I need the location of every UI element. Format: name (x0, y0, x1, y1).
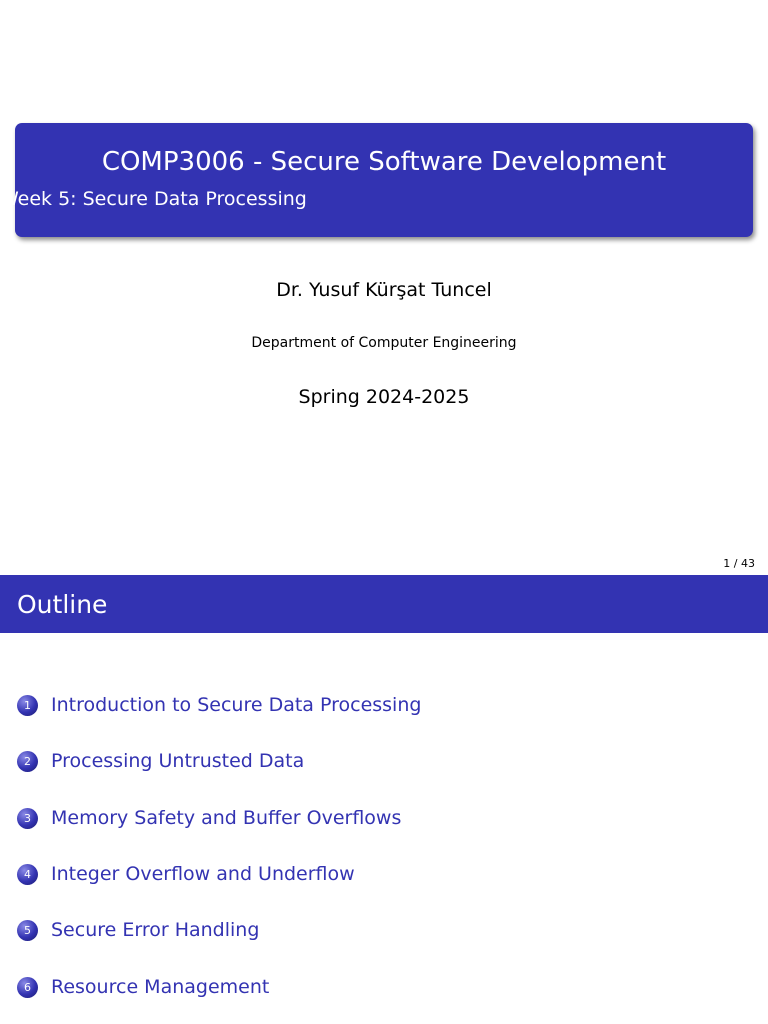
outline-item-label[interactable]: Processing Untrusted Data (51, 750, 305, 772)
outline-item-label[interactable]: Secure Error Handling (51, 919, 260, 941)
presentation-title: COMP3006 - Secure Software Development (101, 147, 667, 177)
outline-item-5[interactable] (17, 915, 259, 945)
numbered-ball-icon: 6 (17, 977, 38, 998)
author-department: Department of Computer Engineering (251, 335, 517, 351)
outline-list (0, 633, 768, 1024)
numbered-ball-icon: 5 (17, 920, 38, 941)
author-name: Dr. Yusuf Kürşat Tuncel (276, 279, 492, 301)
outline-item-4[interactable] (17, 859, 355, 889)
presentation-subtitle: Week 5: Secure Data Processing (0, 188, 307, 210)
numbered-ball-icon: 1 (17, 695, 38, 716)
outline-item-3[interactable] (17, 803, 401, 833)
outline-item-label[interactable]: Introduction to Secure Data Processing (51, 694, 422, 716)
outline-header (0, 575, 768, 633)
numbered-ball-icon: 2 (17, 751, 38, 772)
title-block (15, 123, 753, 237)
outline-title: Outline (17, 590, 108, 619)
outline-item-label[interactable]: Memory Safety and Buffer Overflows (51, 807, 402, 829)
numbered-ball-icon: 3 (17, 808, 38, 829)
outline-item-label[interactable]: Resource Management (51, 976, 270, 998)
outline-item-2[interactable] (17, 746, 304, 776)
numbered-ball-icon: 4 (17, 864, 38, 885)
outline-item-6[interactable] (17, 972, 269, 1002)
term-date: Spring 2024-2025 (298, 386, 470, 408)
outline-item-label[interactable]: Integer Overflow and Underflow (51, 863, 355, 885)
page-number: 1 / 43 (723, 557, 755, 570)
outline-item-1[interactable] (17, 690, 421, 720)
